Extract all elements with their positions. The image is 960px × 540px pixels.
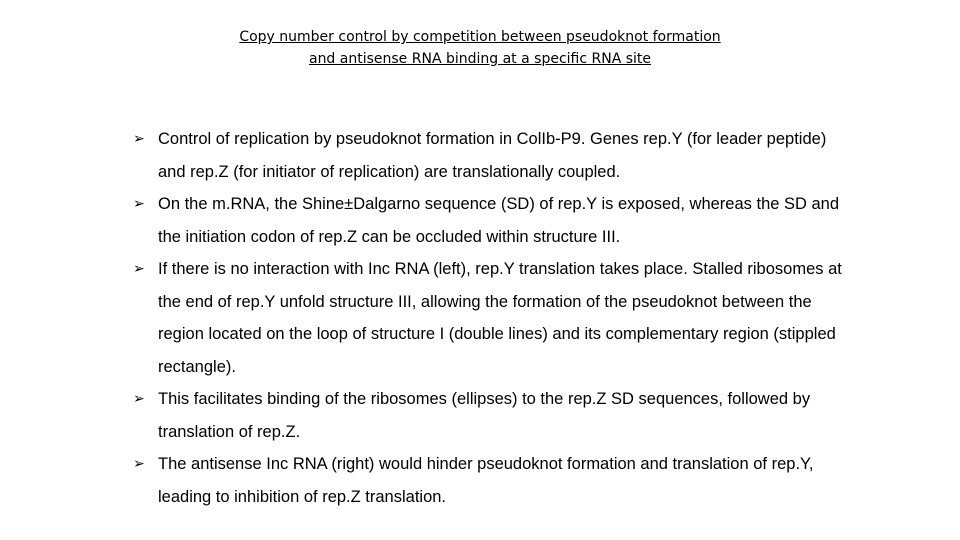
slide-title [0, 26, 960, 70]
arrow-bullet-icon: ➢ [133, 196, 145, 212]
bullet-text-2: On the m.RNA, the Shine±Dalgarno sequence (SD) of rep.Y is exposed, whereas the SD and the initiation codon of rep.Z can be occluded within structure III. [158, 195, 840, 246]
slide-title-line-2: and antisense RNA binding at a specific RNA site [308, 51, 652, 67]
bullet-item-1 [133, 123, 853, 188]
bullet-item-5 [133, 448, 853, 513]
bullet-item-2 [133, 188, 853, 253]
bullet-text-5: The antisense Inc RNA (right) would hinder pseudoknot formation and translation of rep.Y, leading to inhibition of rep.Z translation. [158, 455, 814, 506]
bullet-text-1: Control of replication by pseudoknot formation in ColIb-P9. Genes rep.Y (for leader peptide) and rep.Z (for initiator of replication) are translationally coupled. [158, 130, 827, 181]
arrow-bullet-icon: ➢ [133, 131, 145, 147]
arrow-bullet-icon: ➢ [133, 391, 145, 407]
bullet-item-4 [133, 383, 853, 448]
slide-title-line-1: Copy number control by competition between pseudoknot formation [239, 29, 721, 45]
bullet-text-3: If there is no interaction with Inc RNA (left), rep.Y translation takes place. Stalled ribosomes at the end of rep.Y unfold structure III, allowing the formation of the pseudoknot between the region located on the loop of structure I (double lines) and its complementary region (stippled rectangle). [158, 260, 842, 376]
arrow-bullet-icon: ➢ [133, 261, 145, 277]
bullet-item-3 [133, 253, 853, 383]
bullet-text-4: This facilitates binding of the ribosomes (ellipses) to the rep.Z SD sequences, followed by translation of rep.Z. [158, 390, 811, 441]
bullet-list [133, 123, 853, 513]
arrow-bullet-icon: ➢ [133, 456, 145, 472]
